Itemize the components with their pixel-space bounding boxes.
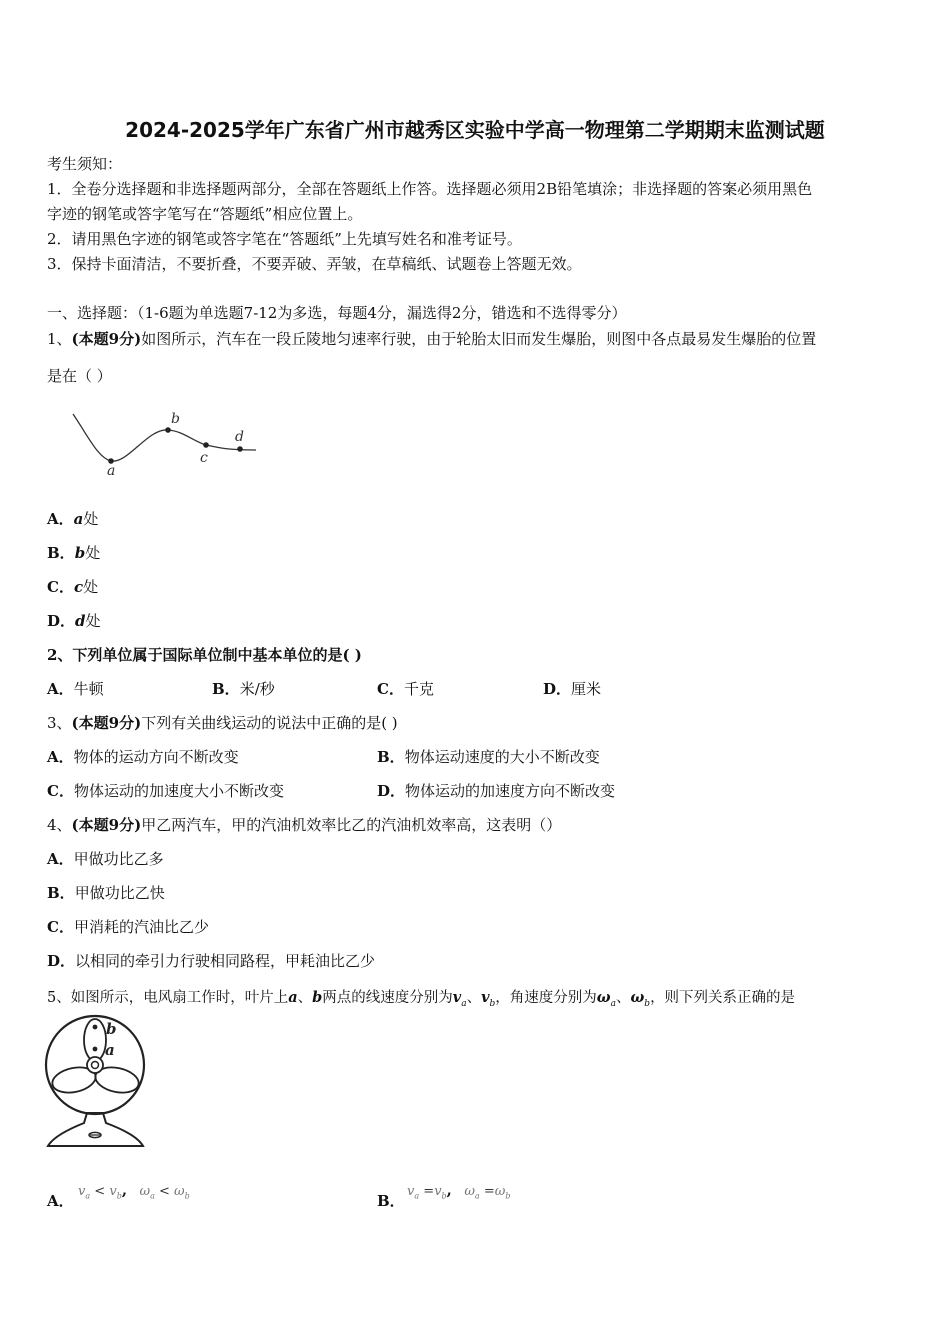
question-5: 5、如图所示，电风扇工作时，叶片上a、b两点的线速度分别为$v_a$、$v_b$，角速度分别为$\omega_a$、$\omega_b$，则下列关系正确的是 <box>47 989 796 1009</box>
point-c <box>203 442 209 448</box>
label-d: d <box>235 429 244 445</box>
notice-item-1-cont: 字迹的钢笔或答字笔写在“答题纸”相应位置上。 <box>47 205 363 223</box>
q5-option-a[interactable]: A． <box>47 1192 74 1210</box>
question-1 <box>47 328 816 349</box>
q5-option-a-formula: $v_a < v_b$, $\omega_a < \omega_b$ <box>78 1181 190 1201</box>
label-c: c <box>200 450 208 466</box>
fan-label-a: a <box>105 1041 115 1059</box>
notice-heading: 考生须知： <box>47 155 123 173</box>
q3-option-c[interactable]: C．物体运动的加速度大小不断改变 <box>47 782 284 800</box>
question-1-text-cont: 是在（ ） <box>47 367 112 385</box>
hill-road-figure <box>68 406 260 478</box>
q2-option-b[interactable]: B．米/秒 <box>212 680 275 698</box>
section-heading: 一、选择题：（1-6题为单选题7-12为多选，每题4分，漏选得2分，错选和不选得零分） <box>47 304 627 322</box>
q4-option-d[interactable]: D．以相同的牵引力行驶相同路程，甲耗油比乙少 <box>47 952 376 970</box>
q4-option-b[interactable]: B．甲做功比乙快 <box>47 884 165 902</box>
q3-option-a[interactable]: A．物体的运动方向不断改变 <box>47 748 239 766</box>
question-1-text: 如图所示，汽车在一段丘陵地匀速率行驶，由于轮胎太旧而发生爆胎，则图中各点最易发生爆胎的位置 <box>141 330 817 348</box>
q2-option-d[interactable]: D．厘米 <box>543 680 602 698</box>
point-d <box>237 446 243 452</box>
q2-option-a[interactable]: A．牛顿 <box>47 680 104 698</box>
q1-option-b[interactable]: B．b处 <box>47 544 101 562</box>
q3-option-d[interactable]: D．物体运动的加速度方向不断改变 <box>377 782 616 800</box>
q5-option-b[interactable]: B． <box>377 1192 405 1210</box>
q1-option-c[interactable]: C．c处 <box>47 578 99 596</box>
notice-item-3: 3．保持卡面清洁，不要折叠，不要弄破、弄皱，在草稿纸、试题卷上答题无效。 <box>47 255 582 273</box>
q2-option-c[interactable]: C．千克 <box>377 680 434 698</box>
q1-option-a[interactable]: A．a处 <box>47 510 99 528</box>
question-4: 4、(本题9分)甲乙两汽车，甲的汽油机效率比乙的汽油机效率高，这表明（） <box>47 816 562 834</box>
label-b: b <box>171 411 180 427</box>
question-1-number: 1、 <box>47 330 72 348</box>
question-2: 2、下列单位属于国际单位制中基本单位的是( ) <box>47 646 362 664</box>
point-b <box>165 427 171 433</box>
q3-option-b[interactable]: B．物体运动速度的大小不断改变 <box>377 748 600 766</box>
q1-option-d[interactable]: D．d处 <box>47 612 101 630</box>
fan-label-b: b <box>106 1020 117 1038</box>
label-a: a <box>107 463 116 478</box>
q4-option-a[interactable]: A．甲做功比乙多 <box>47 850 164 868</box>
q4-option-c[interactable]: C．甲消耗的汽油比乙少 <box>47 918 209 936</box>
question-3: 3、(本题9分)下列有关曲线运动的说法中正确的是( ) <box>47 714 398 732</box>
question-1-score: (本题9分) <box>71 330 142 348</box>
page-title: 2024-2025学年广东省广州市越秀区实验中学高一物理第二学期期末监测试题 <box>125 118 825 142</box>
notice-item-1: 1．全卷分选择题和非选择题两部分，全部在答题纸上作答。选择题必须用2B铅笔填涂；非选择题的答案必须用黑色 <box>47 180 813 198</box>
notice-item-2: 2．请用黑色字迹的钢笔或答字笔在“答题纸”上先填写姓名和准考证号。 <box>47 230 522 248</box>
q5-option-b-formula: $v_a =v_b$, $\omega_a =\omega_b$ <box>407 1181 511 1201</box>
electric-fan-figure <box>42 1013 154 1151</box>
